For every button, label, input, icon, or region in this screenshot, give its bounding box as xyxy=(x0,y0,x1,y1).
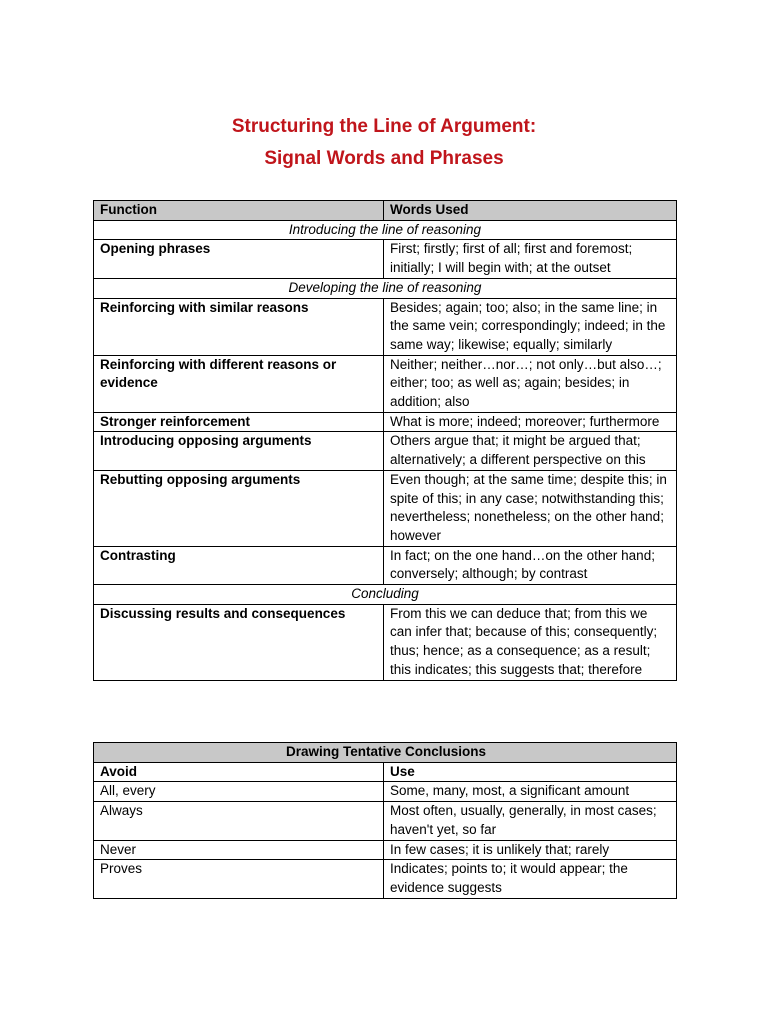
avoid-cell: All, every xyxy=(94,782,384,802)
section-row xyxy=(94,220,677,240)
table-row xyxy=(94,470,677,546)
words-cell: From this we can deduce that; from this we can infer that; because of this; consequently; thus; hence; as a consequence; as a result; this indicates; this suggests that; therefore xyxy=(384,604,677,680)
section-row xyxy=(94,585,677,605)
use-cell: Most often, usually, generally, in most cases; haven't yet, so far xyxy=(384,802,677,840)
table-row xyxy=(94,546,677,584)
function-cell: Stronger reinforcement xyxy=(94,412,384,432)
function-cell: Introducing opposing arguments xyxy=(94,432,384,470)
page-title: Structuring the Line of Argument: xyxy=(231,116,537,137)
words-cell: First; firstly; first of all; first and foremost; initially; I will begin with; at the outset xyxy=(384,240,677,278)
use-cell: In few cases; it is unlikely that; rarely xyxy=(384,840,677,860)
table-row xyxy=(94,860,677,898)
words-cell: Others argue that; it might be argued that; alternatively; a different perspective on this xyxy=(384,432,677,470)
page-subtitle: Signal Words and Phrases xyxy=(264,148,504,169)
section-row xyxy=(94,278,677,298)
table-row xyxy=(94,298,677,355)
column-header-function: Function xyxy=(94,201,384,221)
avoid-cell: Proves xyxy=(94,860,384,898)
words-cell: In fact; on the one hand…on the other hand; conversely; although; by contrast xyxy=(384,546,677,584)
function-cell: Reinforcing with similar reasons xyxy=(94,298,384,355)
section-label-developing: Developing the line of reasoning xyxy=(94,278,677,298)
function-cell: Contrasting xyxy=(94,546,384,584)
table-row xyxy=(94,240,677,278)
words-cell: Besides; again; too; also; in the same line; in the same vein; correspondingly; indeed; in the same way; likewise; equally; similarly xyxy=(384,298,677,355)
column-header-words-used: Words Used xyxy=(384,201,677,221)
table-row xyxy=(94,802,677,840)
use-cell: Indicates; points to; it would appear; the evidence suggests xyxy=(384,860,677,898)
signal-words-table xyxy=(93,200,677,681)
words-cell: What is more; indeed; moreover; furthermore xyxy=(384,412,677,432)
column-header-avoid: Avoid xyxy=(94,762,384,782)
avoid-cell: Never xyxy=(94,840,384,860)
avoid-cell: Always xyxy=(94,802,384,840)
section-label-concluding: Concluding xyxy=(94,585,677,605)
table-row xyxy=(94,432,677,470)
function-cell: Discussing results and consequences xyxy=(94,604,384,680)
function-cell: Opening phrases xyxy=(94,240,384,278)
function-cell: Rebutting opposing arguments xyxy=(94,470,384,546)
table-title: Drawing Tentative Conclusions xyxy=(94,743,677,763)
tentative-conclusions-table xyxy=(93,742,677,899)
section-label-intro: Introducing the line of reasoning xyxy=(94,220,677,240)
table-row xyxy=(94,604,677,680)
table-row xyxy=(94,412,677,432)
table-title-row xyxy=(94,743,677,763)
table-row xyxy=(94,782,677,802)
column-header-use: Use xyxy=(384,762,677,782)
table-header-row xyxy=(94,762,677,782)
words-cell: Even though; at the same time; despite this; in spite of this; in any case; notwithstanding this; nevertheless; nonetheless; on the other hand; however xyxy=(384,470,677,546)
use-cell: Some, many, most, a significant amount xyxy=(384,782,677,802)
table-row xyxy=(94,840,677,860)
table-header-row xyxy=(94,201,677,221)
table-row xyxy=(94,355,677,412)
function-cell: Reinforcing with different reasons or evidence xyxy=(94,355,384,412)
words-cell: Neither; neither…nor…; not only…but also…; either; too; as well as; again; besides; in addition; also xyxy=(384,355,677,412)
